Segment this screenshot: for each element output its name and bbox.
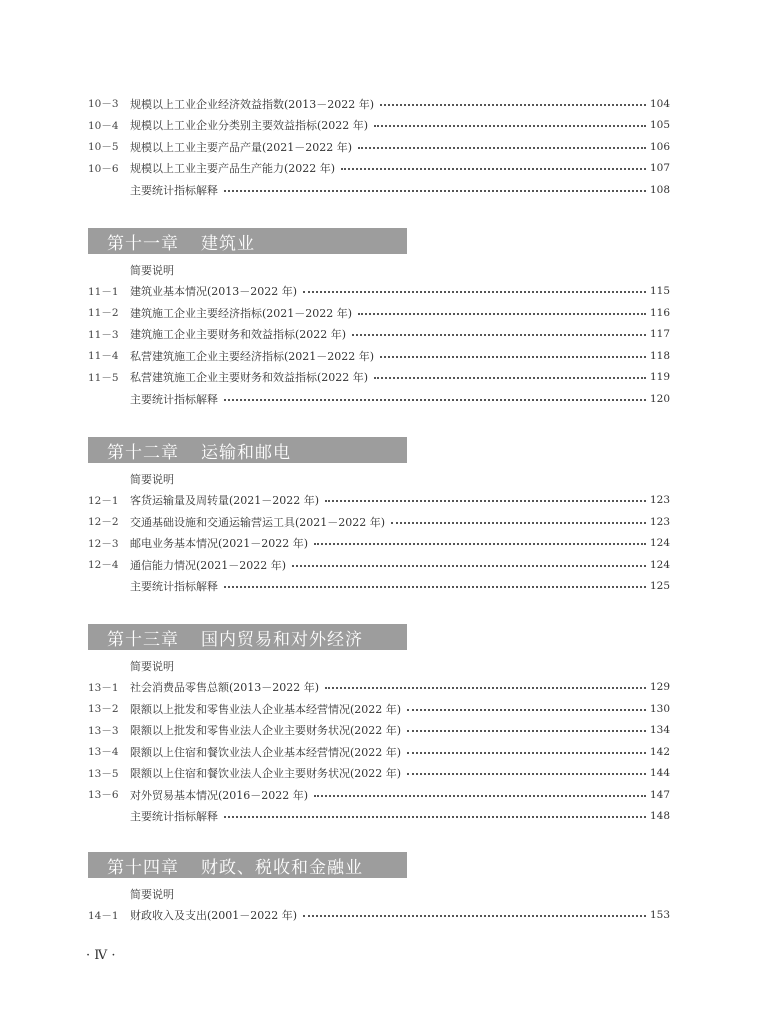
entry-title: 主要统计指标解释 bbox=[130, 183, 218, 197]
toc-entry[interactable] bbox=[88, 281, 670, 303]
entry-page-number: 104 bbox=[649, 97, 670, 110]
toc-section bbox=[88, 228, 670, 410]
toc-entry[interactable] bbox=[88, 324, 670, 346]
toc-section bbox=[88, 852, 670, 926]
toc-section bbox=[88, 437, 670, 597]
chapter-label: 第十四章 bbox=[107, 857, 179, 878]
entry-number: 13－4 bbox=[88, 746, 119, 759]
chapter-label: 第十二章 bbox=[107, 442, 179, 463]
toc-entry[interactable] bbox=[88, 784, 670, 806]
entry-title: 简要说明 bbox=[130, 887, 174, 901]
entry-number: 11－5 bbox=[88, 371, 119, 384]
dot-leader bbox=[292, 565, 646, 567]
entry-number: 12－2 bbox=[88, 516, 119, 529]
entry-page-number: 117 bbox=[649, 328, 670, 341]
entry-number: 12－1 bbox=[88, 494, 119, 507]
entry-title: 社会消费品零售总额(2013－2022 年) bbox=[130, 681, 320, 695]
dot-leader bbox=[374, 377, 646, 379]
entry-number: 13－6 bbox=[88, 789, 119, 802]
entry-number: 12－3 bbox=[88, 537, 119, 550]
entry-page-number: 124 bbox=[649, 537, 670, 550]
toc-entry[interactable] bbox=[88, 533, 670, 555]
chapter-label: 第十一章 bbox=[107, 233, 179, 254]
toc-entry[interactable] bbox=[88, 554, 670, 576]
entry-title: 限额以上住宿和餐饮业法人企业基本经营情况(2022 年) bbox=[130, 745, 402, 759]
toc-section bbox=[88, 624, 670, 827]
entry-number: 10－6 bbox=[88, 162, 119, 175]
toc-entry[interactable] bbox=[88, 490, 670, 512]
toc-entry[interactable] bbox=[88, 720, 670, 742]
entry-title: 主要统计指标解释 bbox=[130, 810, 218, 824]
dot-leader bbox=[314, 543, 646, 545]
chapter-name: 运输和邮电 bbox=[201, 442, 291, 463]
dot-leader bbox=[358, 147, 646, 149]
dot-leader bbox=[224, 816, 646, 818]
dot-leader bbox=[224, 586, 646, 588]
entry-title: 建筑业基本情况(2013－2022 年) bbox=[130, 285, 298, 299]
entry-page-number: 148 bbox=[649, 810, 670, 823]
chapter-heading[interactable] bbox=[88, 624, 407, 650]
entry-title: 限额以上批发和零售业法人企业基本经营情况(2022 年) bbox=[130, 702, 402, 716]
toc-entry[interactable] bbox=[88, 158, 670, 180]
entry-title: 建筑施工企业主要财务和效益指标(2022 年) bbox=[130, 328, 347, 342]
entry-number: 11－3 bbox=[88, 328, 119, 341]
toc-entry[interactable] bbox=[88, 302, 670, 324]
entry-page-number: 105 bbox=[649, 119, 670, 132]
entry-page-number: 124 bbox=[649, 558, 670, 571]
toc-entry[interactable] bbox=[88, 806, 670, 828]
toc-entry[interactable] bbox=[88, 511, 670, 533]
dot-leader bbox=[380, 356, 646, 358]
entry-title: 规模以上工业企业分类别主要效益指标(2022 年) bbox=[130, 119, 369, 133]
entry-title: 私营建筑施工企业主要财务和效益指标(2022 年) bbox=[130, 371, 369, 385]
toc-entry-intro[interactable] bbox=[88, 259, 670, 281]
dot-leader bbox=[224, 190, 646, 192]
entry-page-number: 106 bbox=[649, 140, 670, 153]
toc-section bbox=[88, 93, 670, 201]
entry-number: 10－4 bbox=[88, 119, 119, 132]
toc-entry[interactable] bbox=[88, 677, 670, 699]
entry-page-number: 120 bbox=[649, 392, 670, 405]
entry-page-number: 153 bbox=[649, 909, 670, 922]
toc-entry[interactable] bbox=[88, 576, 670, 598]
toc-entry[interactable] bbox=[88, 741, 670, 763]
entry-title: 财政收入及支出(2001－2022 年) bbox=[130, 909, 298, 923]
entry-page-number: 142 bbox=[649, 745, 670, 758]
entry-title: 限额以上住宿和餐饮业法人企业主要财务状况(2022 年) bbox=[130, 767, 402, 781]
entry-title: 简要说明 bbox=[130, 263, 174, 277]
entry-page-number: 129 bbox=[649, 681, 670, 694]
entry-number: 14－1 bbox=[88, 909, 119, 922]
toc-entry[interactable] bbox=[88, 345, 670, 367]
entry-number: 13－5 bbox=[88, 767, 119, 780]
toc-entry[interactable] bbox=[88, 763, 670, 785]
entry-page-number: 147 bbox=[649, 788, 670, 801]
dot-leader bbox=[325, 687, 646, 689]
entry-number: 13－2 bbox=[88, 703, 119, 716]
entry-page-number: 119 bbox=[649, 371, 670, 384]
entry-number: 13－1 bbox=[88, 681, 119, 694]
dot-leader bbox=[341, 168, 646, 170]
entry-number: 11－2 bbox=[88, 307, 119, 320]
dot-leader bbox=[303, 291, 646, 293]
entry-page-number: 118 bbox=[649, 349, 670, 362]
toc-entry[interactable] bbox=[88, 115, 670, 137]
entry-title: 对外贸易基本情况(2016－2022 年) bbox=[130, 788, 309, 802]
entry-number: 11－4 bbox=[88, 350, 119, 363]
chapter-heading[interactable] bbox=[88, 437, 407, 463]
dot-leader bbox=[374, 125, 646, 127]
entry-page-number: 125 bbox=[649, 580, 670, 593]
entry-page-number: 123 bbox=[649, 515, 670, 528]
entry-page-number: 108 bbox=[649, 183, 670, 196]
entry-title: 主要统计指标解释 bbox=[130, 580, 218, 594]
entry-title: 主要统计指标解释 bbox=[130, 392, 218, 406]
dot-leader bbox=[407, 730, 646, 732]
toc-entry-intro[interactable] bbox=[88, 468, 670, 490]
entry-title: 私营建筑施工企业主要经济指标(2021－2022 年) bbox=[130, 349, 375, 363]
entry-title: 建筑施工企业主要经济指标(2021－2022 年) bbox=[130, 306, 353, 320]
entry-number: 10－5 bbox=[88, 141, 119, 154]
dot-leader bbox=[358, 313, 646, 315]
dot-leader bbox=[314, 795, 646, 797]
dot-leader bbox=[380, 104, 646, 106]
dot-leader bbox=[352, 334, 646, 336]
toc-entry[interactable] bbox=[88, 179, 670, 201]
entry-title: 邮电业务基本情况(2021－2022 年) bbox=[130, 537, 309, 551]
entry-number: 13－3 bbox=[88, 724, 119, 737]
toc-entry[interactable] bbox=[88, 388, 670, 410]
entry-title: 规模以上工业主要产品产量(2021－2022 年) bbox=[130, 140, 353, 154]
page-number-footer: · Ⅳ · bbox=[86, 948, 116, 963]
dot-leader bbox=[325, 500, 646, 502]
entry-title: 规模以上工业企业经济效益指数(2013－2022 年) bbox=[130, 97, 375, 111]
chapter-label: 第十三章 bbox=[107, 629, 179, 650]
entry-number: 11－1 bbox=[88, 285, 119, 298]
entry-title: 客货运输量及周转量(2021－2022 年) bbox=[130, 494, 320, 508]
entry-page-number: 130 bbox=[649, 702, 670, 715]
dot-leader bbox=[224, 399, 646, 401]
toc-entry[interactable] bbox=[88, 93, 670, 115]
dot-leader bbox=[407, 773, 646, 775]
toc-entry-intro[interactable] bbox=[88, 655, 670, 677]
entry-number: 10－3 bbox=[88, 98, 119, 111]
chapter-name: 国内贸易和对外经济 bbox=[201, 629, 363, 650]
toc-entry[interactable] bbox=[88, 905, 670, 927]
toc-entry-intro[interactable] bbox=[88, 883, 670, 905]
entry-page-number: 144 bbox=[649, 767, 670, 780]
toc-entry[interactable] bbox=[88, 698, 670, 720]
entry-title: 交通基础设施和交通运输营运工具(2021－2022 年) bbox=[130, 515, 386, 529]
toc-entry[interactable] bbox=[88, 136, 670, 158]
entry-title: 限额以上批发和零售业法人企业主要财务状况(2022 年) bbox=[130, 724, 402, 738]
entry-page-number: 134 bbox=[649, 724, 670, 737]
entry-title: 简要说明 bbox=[130, 472, 174, 486]
entry-number: 12－4 bbox=[88, 559, 119, 572]
dot-leader bbox=[407, 709, 646, 711]
chapter-heading[interactable] bbox=[88, 228, 407, 254]
dot-leader bbox=[391, 522, 646, 524]
dot-leader bbox=[303, 915, 646, 917]
entry-page-number: 116 bbox=[649, 306, 670, 319]
entry-title: 简要说明 bbox=[130, 659, 174, 673]
dot-leader bbox=[407, 752, 646, 754]
entry-title: 规模以上工业主要产品生产能力(2022 年) bbox=[130, 162, 336, 176]
entry-page-number: 123 bbox=[649, 494, 670, 507]
entry-page-number: 115 bbox=[649, 285, 670, 298]
entry-page-number: 107 bbox=[649, 162, 670, 175]
entry-title: 通信能力情况(2021－2022 年) bbox=[130, 558, 287, 572]
chapter-name: 建筑业 bbox=[201, 233, 255, 254]
chapter-name: 财政、税收和金融业 bbox=[201, 857, 363, 878]
chapter-heading[interactable] bbox=[88, 852, 407, 878]
toc-entry[interactable] bbox=[88, 367, 670, 389]
